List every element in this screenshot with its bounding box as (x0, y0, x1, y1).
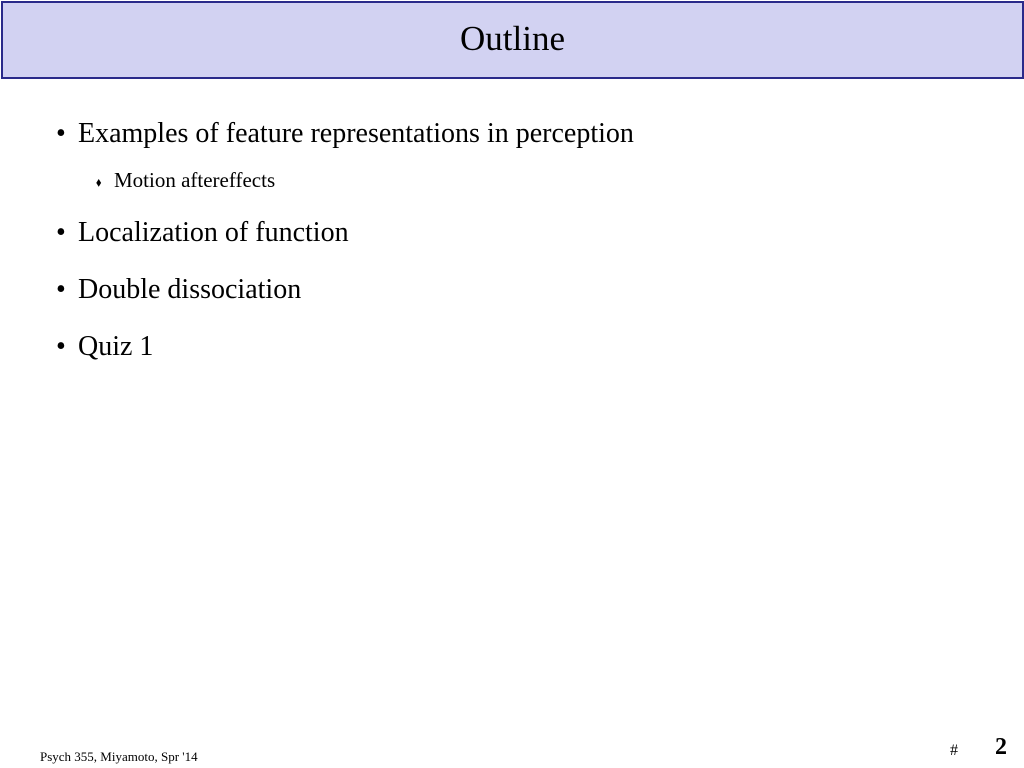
bullet-text: Quiz 1 (78, 331, 154, 362)
sub-bullet-item (96, 170, 275, 191)
bullet-text: Examples of feature representations in perception (78, 118, 634, 149)
page-number: 2 (995, 734, 1007, 760)
bullet-text: Double dissociation (78, 274, 302, 305)
footer-course-label: Psych 355, Miyamoto, Spr '14 (40, 749, 198, 764)
bullet-marker: • (56, 118, 66, 149)
diamond-bullet-icon: ⬧ (96, 175, 102, 189)
bullet-item (56, 219, 349, 247)
footer-hash: # (950, 742, 958, 759)
bullet-marker: • (56, 274, 66, 305)
bullet-item (56, 333, 153, 361)
bullet-item (56, 276, 301, 304)
bullet-marker: • (56, 217, 66, 248)
bullet-text: Localization of function (78, 217, 349, 248)
bullet-marker: • (56, 331, 66, 362)
bullet-item (56, 120, 634, 148)
sub-bullet-text: Motion aftereffects (114, 168, 276, 192)
slide-title: Outline (460, 18, 565, 58)
